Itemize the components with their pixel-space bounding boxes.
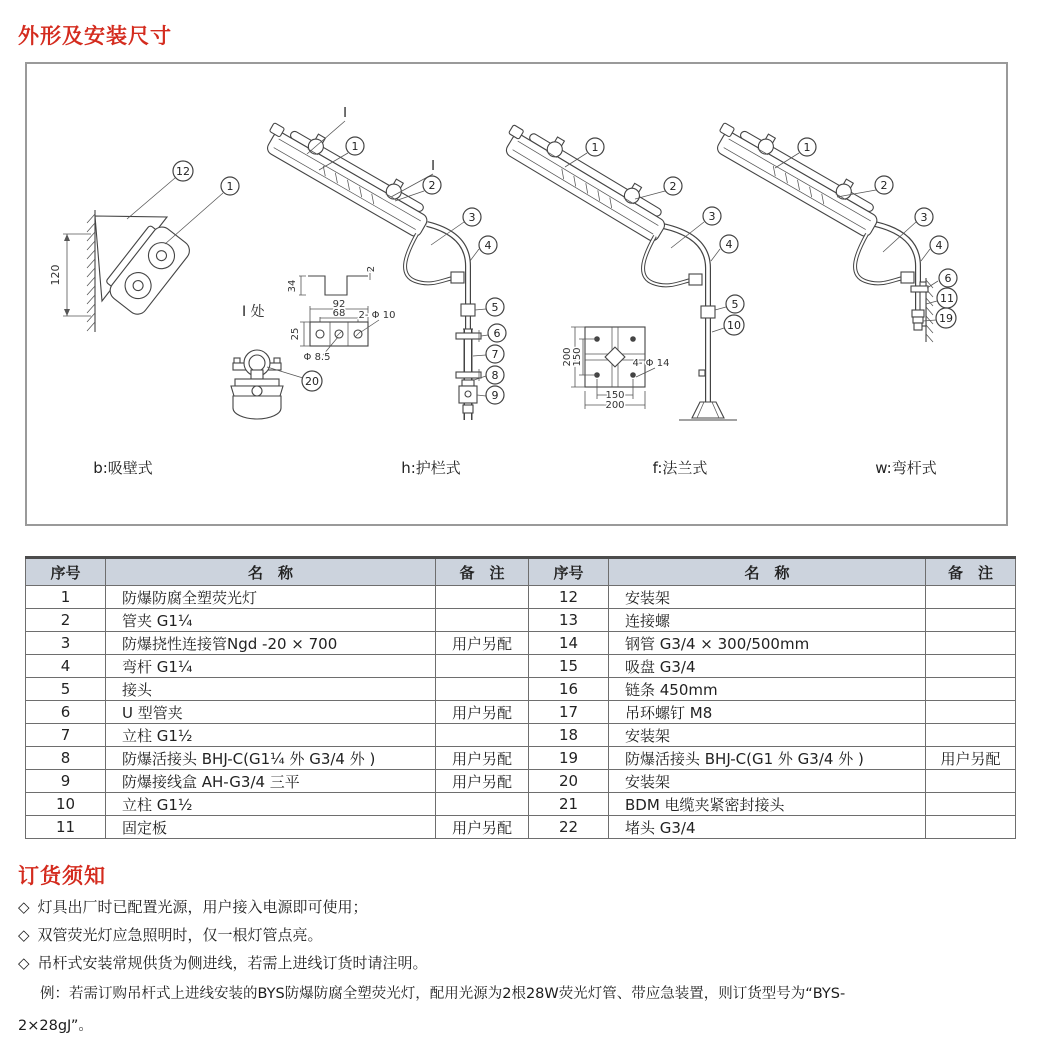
callout-label: 4 [484, 239, 492, 252]
order-note-item [18, 952, 428, 973]
callout-label: 2 [669, 180, 677, 193]
callout-label: 8 [491, 369, 499, 382]
cell-note [926, 770, 1016, 793]
cell-name: 钢管 G3/4 × 300/500mm [609, 632, 926, 655]
cell-note [926, 816, 1016, 839]
dimension-label: 25 [290, 327, 301, 341]
callout-label: 7 [491, 348, 499, 361]
hole-label: Φ 8.5 [303, 352, 331, 363]
cell-name: 安装架 [609, 770, 926, 793]
cell-no: 7 [26, 724, 106, 747]
diagram-flange [499, 114, 744, 420]
cell-note: 用户另配 [436, 816, 529, 839]
cell-no: 15 [529, 655, 609, 678]
cell-name: BDM 电缆夹紧密封接头 [609, 793, 926, 816]
order-note-item [18, 924, 323, 945]
cell-no: 3 [26, 632, 106, 655]
cell-note [436, 793, 529, 816]
table-row [26, 678, 1016, 701]
order-notes-title: 订货须知 [18, 864, 106, 888]
callout-label: 3 [920, 211, 928, 224]
callout-label: 4 [935, 239, 943, 252]
table-row [26, 747, 1016, 770]
callout-label: 1 [803, 141, 811, 154]
table-row [26, 655, 1016, 678]
cell-no: 8 [26, 747, 106, 770]
diagram-caption: h:护栏式 [401, 459, 461, 477]
callout-label: 10 [727, 319, 741, 332]
cell-no: 20 [529, 770, 609, 793]
cell-note [926, 793, 1016, 816]
cell-note [926, 678, 1016, 701]
table-row [26, 816, 1016, 839]
table-row [26, 724, 1016, 747]
cell-no: 12 [529, 586, 609, 609]
cell-name: 连接螺 [609, 609, 926, 632]
cell-no: 16 [529, 678, 609, 701]
table-row [26, 793, 1016, 816]
cell-note: 用户另配 [436, 632, 529, 655]
callout-label: 1 [591, 141, 599, 154]
hole-label: 4- Φ 14 [632, 358, 670, 369]
figure-panel [25, 62, 1008, 526]
installation-diagrams [27, 64, 1006, 522]
cell-note [926, 655, 1016, 678]
cell-name: 吸盘 G3/4 [609, 655, 926, 678]
callout-label: 3 [468, 211, 476, 224]
cell-no: 5 [26, 678, 106, 701]
detail-section-label: I 处 [242, 304, 265, 320]
cell-note [436, 609, 529, 632]
table-header-row [26, 558, 1016, 586]
callout-label: 9 [491, 389, 499, 402]
callout-label: 2 [880, 179, 888, 192]
cell-note [926, 609, 1016, 632]
page-title: 外形及安装尺寸 [18, 24, 172, 48]
diagram-bent-rod [710, 112, 957, 342]
cell-name: 防爆活接头 BHJ-C(G1¼ 外 G3/4 外 ) [106, 747, 436, 770]
cell-no: 11 [26, 816, 106, 839]
callout-label: 19 [939, 312, 953, 325]
callout-label: 3 [708, 210, 716, 223]
callout-label: 11 [940, 292, 954, 305]
diamond-bullet-icon: ◇ [18, 898, 30, 916]
order-note-item [18, 896, 368, 917]
dimension-label: 34 [287, 279, 298, 293]
callout-label: 1 [226, 180, 234, 193]
table-row [26, 609, 1016, 632]
header-no: 序号 [529, 558, 609, 586]
cell-note [926, 724, 1016, 747]
cell-note [926, 701, 1016, 724]
diagram-guardrail [260, 106, 506, 420]
cell-no: 1 [26, 586, 106, 609]
order-note-text: 灯具出厂时已配置光源，用户接入电源即可使用； [37, 898, 368, 916]
order-example-line1: 例：若需订购吊杆式上进线安装的BYS防爆防腐全塑荧光灯，配用光源为2根28W荧光灯管、带应急装置，则订货型号为“BYS- [40, 986, 846, 1002]
cell-name: 链条 450mm [609, 678, 926, 701]
cell-no: 19 [529, 747, 609, 770]
cell-name: 堵头 G3/4 [609, 816, 926, 839]
cell-no: 4 [26, 655, 106, 678]
cell-name: 立柱 G1½ [106, 724, 436, 747]
cell-name: 固定板 [106, 816, 436, 839]
cell-name: U 型管夹 [106, 701, 436, 724]
dimension-label: 150 [605, 390, 625, 401]
cell-note [436, 655, 529, 678]
callout-label: 6 [944, 272, 952, 285]
dimension-label: 2 [366, 265, 377, 273]
table-row [26, 632, 1016, 655]
header-note: 备 注 [436, 558, 529, 586]
cell-note: 用户另配 [436, 747, 529, 770]
header-name: 名 称 [609, 558, 926, 586]
diagram-caption: f:法兰式 [652, 459, 708, 477]
callout-label: 1 [351, 140, 359, 153]
cell-no: 2 [26, 609, 106, 632]
cell-name: 吊环螺钉 M8 [609, 701, 926, 724]
cell-no: 17 [529, 701, 609, 724]
callout-label: 5 [491, 301, 499, 314]
callout-label: 6 [493, 327, 501, 340]
table-row [26, 701, 1016, 724]
parts-table [25, 556, 1016, 839]
cell-no: 10 [26, 793, 106, 816]
diagram-caption: w:弯杆式 [875, 459, 937, 477]
cell-name: 立柱 G1½ [106, 793, 436, 816]
callout-label: 5 [731, 298, 739, 311]
cell-note: 用户另配 [436, 701, 529, 724]
cell-note: 用户另配 [926, 747, 1016, 770]
header-note: 备 注 [926, 558, 1016, 586]
hole-label: 2- Φ 10 [358, 310, 396, 321]
section-mark: I [431, 159, 435, 174]
cell-name: 安装架 [609, 586, 926, 609]
cell-no: 9 [26, 770, 106, 793]
dimension-label: 92 [332, 299, 346, 310]
cell-no: 6 [26, 701, 106, 724]
table-row [26, 770, 1016, 793]
cell-name: 防爆挠性连接管Ngd -20 × 700 [106, 632, 436, 655]
callout-label: 12 [176, 165, 190, 178]
header-name: 名 称 [106, 558, 436, 586]
cell-no: 22 [529, 816, 609, 839]
callout-label: 2 [428, 179, 436, 192]
order-note-text: 双管荧光灯应急照明时，仅一根灯管点亮。 [37, 926, 323, 944]
diamond-bullet-icon: ◇ [18, 926, 30, 944]
diamond-bullet-icon: ◇ [18, 954, 30, 972]
bracket-plate-detail [290, 299, 395, 363]
dimension-label: 200 [562, 347, 573, 367]
cell-no: 18 [529, 724, 609, 747]
cell-note [436, 586, 529, 609]
header-no: 序号 [26, 558, 106, 586]
cell-note: 用户另配 [436, 770, 529, 793]
clamp-detail [231, 350, 283, 419]
cell-note [436, 724, 529, 747]
cell-note [926, 586, 1016, 609]
callout-label: 4 [725, 238, 733, 251]
dimension-label: 200 [605, 400, 625, 411]
cell-name: 接头 [106, 678, 436, 701]
cell-name: 防爆活接头 BHJ-C(G1 外 G3/4 外 ) [609, 747, 926, 770]
cell-no: 14 [529, 632, 609, 655]
cell-name: 防爆防腐全塑荧光灯 [106, 586, 436, 609]
callout-label: 20 [305, 375, 319, 388]
lamp-cross-section [101, 219, 194, 319]
dimension-label: 150 [572, 347, 583, 367]
dimension-label: 120 [49, 264, 62, 286]
order-note-text: 吊杆式安装常规供货为侧进线，若需上进线订货时请注明。 [37, 954, 428, 972]
bracket-profile-detail [287, 266, 377, 295]
flange-plate-detail [562, 327, 669, 411]
dimension-label: 68 [332, 308, 346, 319]
section-mark: I [343, 106, 347, 121]
diagram-caption: b:吸壁式 [93, 459, 153, 477]
cell-no: 21 [529, 793, 609, 816]
cell-no: 13 [529, 609, 609, 632]
cell-note [926, 632, 1016, 655]
cell-name: 管夹 G1¼ [106, 609, 436, 632]
cell-name: 安装架 [609, 724, 926, 747]
cell-note [436, 678, 529, 701]
cell-name: 防爆接线盒 AH-G3/4 三平 [106, 770, 436, 793]
cell-name: 弯杆 G1¼ [106, 655, 436, 678]
diagram-wall-mount [49, 161, 322, 419]
order-example-line2: 2×28gJ”。 [18, 1018, 93, 1034]
table-row [26, 586, 1016, 609]
